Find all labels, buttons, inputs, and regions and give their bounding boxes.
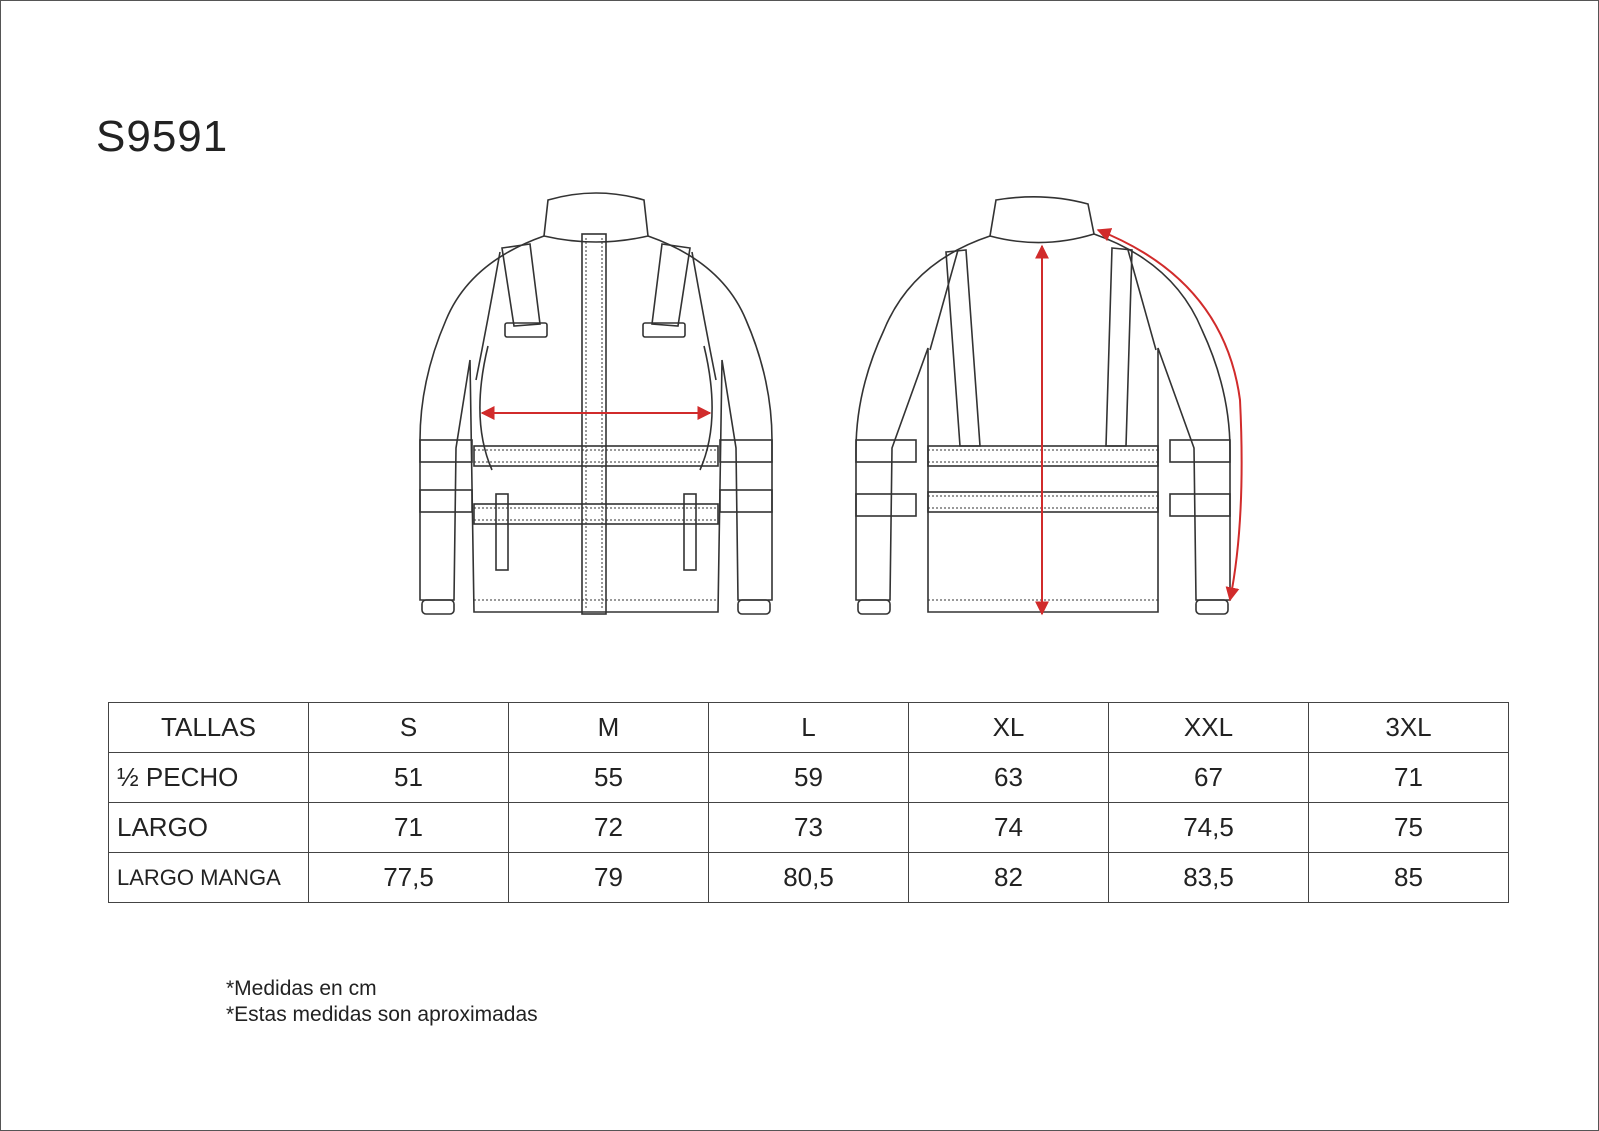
table-cell: 79: [509, 853, 709, 903]
table-cell: 51: [309, 753, 509, 803]
header-cell: TALLAS: [109, 703, 309, 753]
header-cell: S: [309, 703, 509, 753]
table-cell: 77,5: [309, 853, 509, 903]
header-cell: L: [709, 703, 909, 753]
note-line: *Estas medidas son aproximadas: [226, 1003, 538, 1026]
table-cell: 74,5: [1109, 803, 1309, 853]
table-cell: 80,5: [709, 853, 909, 903]
table-cell: 63: [909, 753, 1109, 803]
table-cell: 75: [1309, 803, 1509, 853]
product-code: S9591: [96, 112, 229, 161]
table-cell: 74: [909, 803, 1109, 853]
header-cell: 3XL: [1309, 703, 1509, 753]
header-cell: M: [509, 703, 709, 753]
table-header-row: [109, 703, 1509, 753]
row-label: LARGO: [109, 803, 309, 853]
header-cell: XL: [909, 703, 1109, 753]
table-cell: 73: [709, 803, 909, 853]
sleeve-measure-arrow: [1098, 230, 1242, 600]
table-cell: 67: [1109, 753, 1309, 803]
table-cell: 55: [509, 753, 709, 803]
table-cell: 82: [909, 853, 1109, 903]
jacket-front-view: [420, 193, 772, 614]
row-label: ½ PECHO: [109, 753, 309, 803]
note-line: *Medidas en cm: [226, 977, 377, 1000]
jacket-technical-drawing: [0, 180, 1599, 640]
table-row: [109, 803, 1509, 853]
table-row: [109, 853, 1509, 903]
table-row: [109, 753, 1509, 803]
table-cell: 71: [1309, 753, 1509, 803]
header-cell: XXL: [1109, 703, 1309, 753]
size-table: [108, 702, 1509, 903]
table-cell: 59: [709, 753, 909, 803]
table-cell: 71: [309, 803, 509, 853]
table-cell: 83,5: [1109, 853, 1309, 903]
row-label: LARGO MANGA: [109, 853, 309, 903]
measurement-notes: [226, 976, 538, 1028]
table-cell: 72: [509, 803, 709, 853]
table-cell: 85: [1309, 853, 1509, 903]
